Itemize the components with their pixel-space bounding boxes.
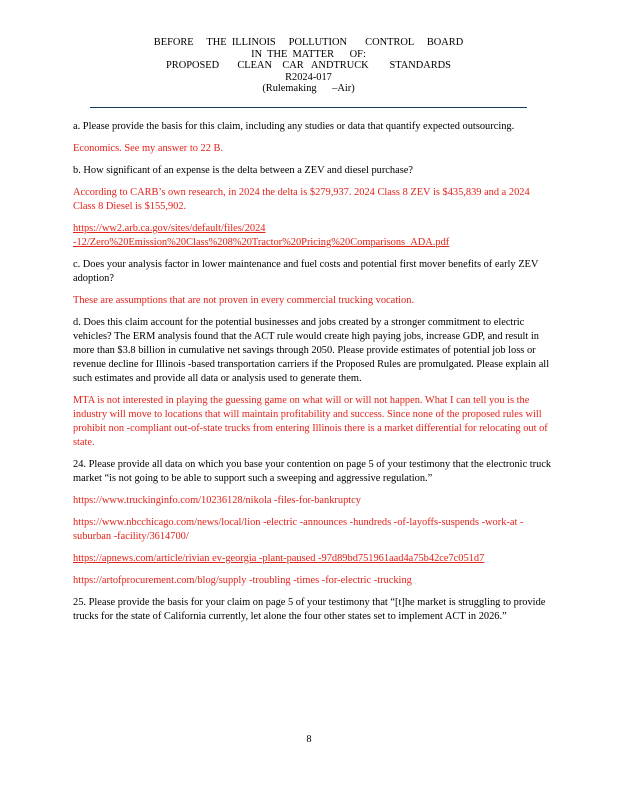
body-text [73,120,553,632]
apnews-link[interactable]: https://apnews.com/article/rivian ev-georgia -plant-paused -97d89bd751961aad4a75b42ce7c051d7 [73,553,485,564]
question-23d: d. Does this claim account for the potential businesses and jobs created by a stronger commitment to electric vehicles? The ERM analysis found that the ACT rule would create high paying jobs, increase GDP, and result in more than $3.8 billion in cumulative net savings through 2050. Please provide estimates of potential job loss or revenue decline for Illinois -based transportation carriers if the Proposed Rules are promulgated. Please explain all such estimates and provide all data or analysis used to generate them. [73,317,550,384]
answer-23d: MTA is not interested in playing the guessing game on what will or will not happen. What I can tell you is the industry will move to locations that will maintain profitability and success. Since none of the proposed rules will prohibit non -compliant out-of-state trucks from entering Illinois there is a market differential for relocating out of state. [73,395,548,448]
answer-23c: These are assumptions that are not proven in every commercial trucking vocation. [73,295,415,306]
caption-line-1: BEFORE THE ILLINOIS POLLUTION CONTROL BOARD [153,37,464,48]
artofprocurement-link[interactable]: https://artofprocurement.com/blog/supply -troubling -times -for-electric -trucking [73,575,412,586]
nbcchicago-link[interactable]: https://www.nbcchicago.com/news/local/lion -electric -announces -hundreds -of-layoffs-suspends -work-at -suburban -facility/3614700/ [73,517,524,542]
question-23a: a. Please provide the basis for this claim, including any studies or data that quantify expected outsourcing. [73,121,515,132]
page-number: 8 [306,734,312,745]
question-25: 25. Please provide the basis for your claim on page 5 of your testimony that “[t]he market is struggling to provide trucks for the state of California currently, let alone the four other states set to implement ACT in 2026.” [73,597,546,622]
answer-23a: Economics. See my answer to 22 B. [73,143,224,154]
answer-23b: According to CARB’s own research, in 2024 the delta is $279,937. 2024 Class 8 ZEV is $435,839 and a 2024 Class 8 Diesel is $155,902. [73,187,530,212]
truckinginfo-link[interactable]: https://www.truckinginfo.com/10236128/nikola -files-for-bankruptcy [73,495,361,506]
header-divider [90,107,527,108]
caption-line-5: (Rulemaking –Air) [262,83,355,95]
caption-line-3: PROPOSED CLEAN CAR ANDTRUCK STANDARDS [166,60,451,72]
caption-line-2: IN THE MATTER OF: [251,48,366,60]
carb-link[interactable]: https://ww2.arb.ca.gov/sites/default/files/2024 -12/Zero%20Emission%20Class%208%20Tractor%20Pricing%20Comparisons_ADA.pdf [73,223,450,248]
caption-line-4: R2024-017 [285,71,332,83]
question-23c: c. Does your analysis factor in lower maintenance and fuel costs and potential first mover benefits of early ZEV adoption? [73,259,539,284]
question-24: 24. Please provide all data on which you base your contention on page 5 of your testimony that the electronic truck market “is not going to be able to support such a sweeping and aggressive regulation.” [73,459,552,484]
question-23b: b. How significant of an expense is the delta between a ZEV and diesel purchase? [73,165,413,176]
case-caption [90,37,527,95]
